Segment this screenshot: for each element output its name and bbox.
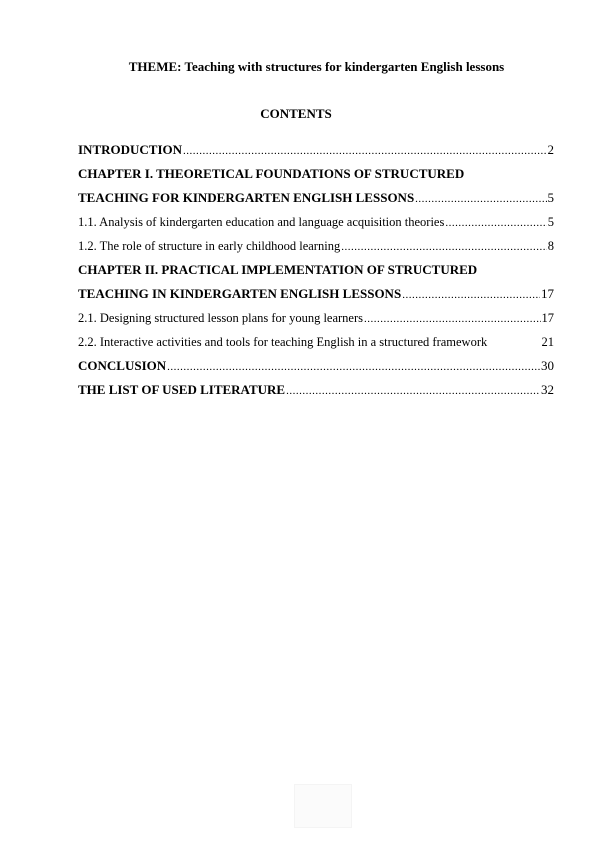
contents-heading: CONTENTS — [260, 106, 332, 121]
toc-dot-leader — [286, 382, 540, 400]
toc-entry-section-2-1[interactable] — [78, 309, 554, 333]
toc-entry-title: THE LIST OF USED LITERATURE — [78, 382, 286, 397]
toc-page-number: 30 — [541, 358, 554, 373]
toc-entry-title: INTRODUCTION — [78, 142, 183, 157]
toc-entry-title: 2.1. Designing structured lesson plans for young learners — [78, 311, 364, 325]
toc-page-number: 17 — [541, 286, 554, 301]
toc-entry-chapter-1-heading[interactable] — [78, 165, 554, 189]
table-of-contents — [78, 141, 554, 405]
toc-entry-title: TEACHING IN KINDERGARTEN ENGLISH LESSONS — [78, 286, 402, 301]
toc-page-number: 21 — [541, 335, 554, 349]
toc-page-number: 5 — [547, 190, 554, 205]
toc-entry-section-1-1[interactable] — [78, 213, 554, 237]
toc-entry-conclusion[interactable] — [78, 357, 554, 381]
toc-entry-introduction[interactable] — [78, 141, 554, 165]
toc-entry-title: 1.2. The role of structure in early childhood learning — [78, 239, 341, 253]
toc-dot-leader — [415, 190, 546, 208]
toc-page-number: 5 — [547, 215, 554, 229]
toc-entry-title: TEACHING FOR KINDERGARTEN ENGLISH LESSONS — [78, 190, 415, 205]
toc-entry-title: CONCLUSION — [78, 358, 167, 373]
toc-page-number: 32 — [541, 382, 554, 397]
toc-entry-chapter-1[interactable] — [78, 189, 554, 213]
toc-page-number: 2 — [547, 142, 554, 157]
toc-dot-leader — [364, 310, 540, 328]
toc-entry-chapter-2-heading[interactable] — [78, 261, 554, 285]
faint-footer-box — [294, 784, 352, 828]
toc-dot-leader — [445, 214, 546, 232]
toc-page-number: 17 — [541, 311, 554, 325]
toc-entry-chapter-2[interactable] — [78, 285, 554, 309]
toc-entry-title: 2.2. Interactive activities and tools for teaching English in a structured framework — [78, 335, 488, 349]
toc-dot-leader — [402, 286, 540, 304]
toc-entry-section-2-2[interactable] — [78, 333, 554, 357]
toc-entry-title: 1.1. Analysis of kindergarten education and language acquisition theories — [78, 215, 445, 229]
toc-entry-title: CHAPTER I. THEORETICAL FOUNDATIONS OF STRUCTURED — [78, 166, 465, 181]
toc-dot-leader — [183, 142, 546, 160]
toc-entry-literature[interactable] — [78, 381, 554, 405]
toc-entry-section-1-2[interactable] — [78, 237, 554, 261]
toc-dot-leader — [167, 358, 540, 376]
toc-dot-leader — [341, 238, 547, 256]
toc-entry-title: CHAPTER II. PRACTICAL IMPLEMENTATION OF STRUCTURED — [78, 262, 478, 277]
theme-title: THEME: Teaching with structures for kindergarten English lessons — [128, 59, 505, 74]
toc-page-number: 8 — [547, 239, 554, 253]
